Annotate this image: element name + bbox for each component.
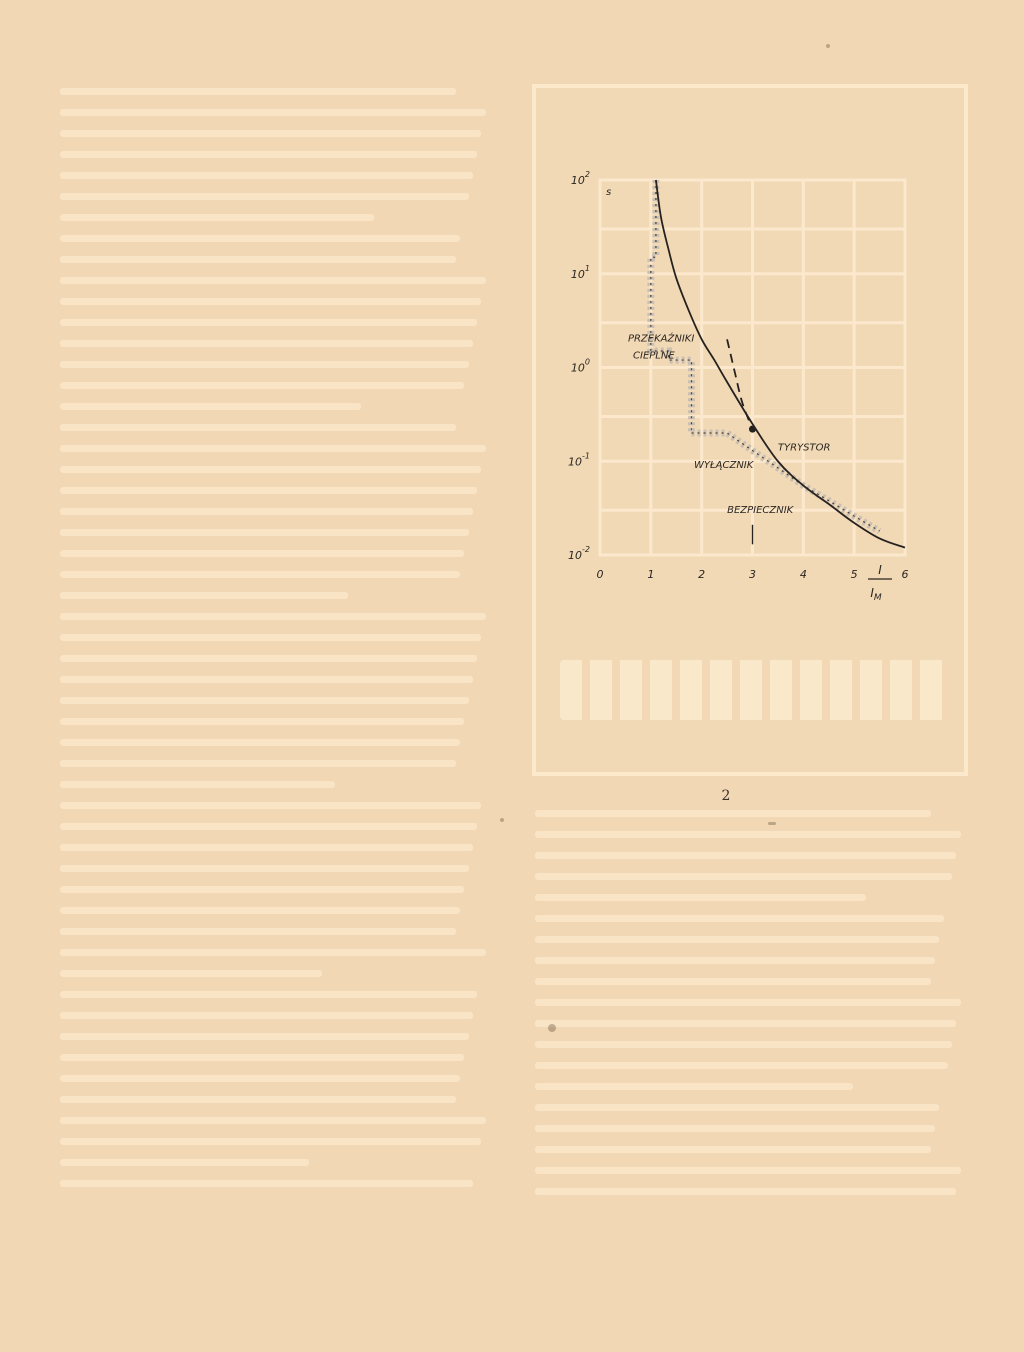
y-tick-label: $10^{-2}$ [568, 545, 590, 562]
y-tick-label: $10^1$ [570, 263, 590, 281]
chart-labels [628, 331, 831, 516]
annotation-label: BEZPIECZNIK [727, 505, 794, 517]
y-tick-label: $10^2$ [570, 170, 590, 187]
x-tick-label: 4 [799, 568, 807, 581]
x-tick-label: 1 [647, 568, 655, 581]
figure-number: 2 [721, 788, 731, 804]
annotation-label: WYŁĄCZNIK [694, 459, 754, 471]
x-tick-label: 6 [901, 568, 909, 581]
y-tick-label: $10^{-1}$ [568, 451, 590, 469]
x-tick-label: 2 [698, 568, 706, 581]
annotation-label: TYRYSTOR [777, 442, 831, 454]
x-axis-label-numerator: I [878, 563, 882, 577]
y-tick-label: $10^0$ [570, 357, 590, 375]
annotation-label: PRZEKAŹNIKI [627, 333, 695, 345]
x-axis-label-denominator: $I_M$ [870, 586, 882, 603]
x-tick-label: 5 [850, 568, 858, 581]
x-tick-label: 0 [596, 568, 604, 581]
annotation-label: CIEPLNE [633, 350, 675, 362]
intersection-point [749, 426, 756, 433]
hatched-boundary-przeka-niki-cieplne [651, 180, 692, 433]
x-tick-label: 3 [749, 568, 756, 581]
chart-grid [600, 180, 905, 555]
y-axis-unit: s [606, 187, 612, 198]
hatched-regions [651, 180, 880, 531]
